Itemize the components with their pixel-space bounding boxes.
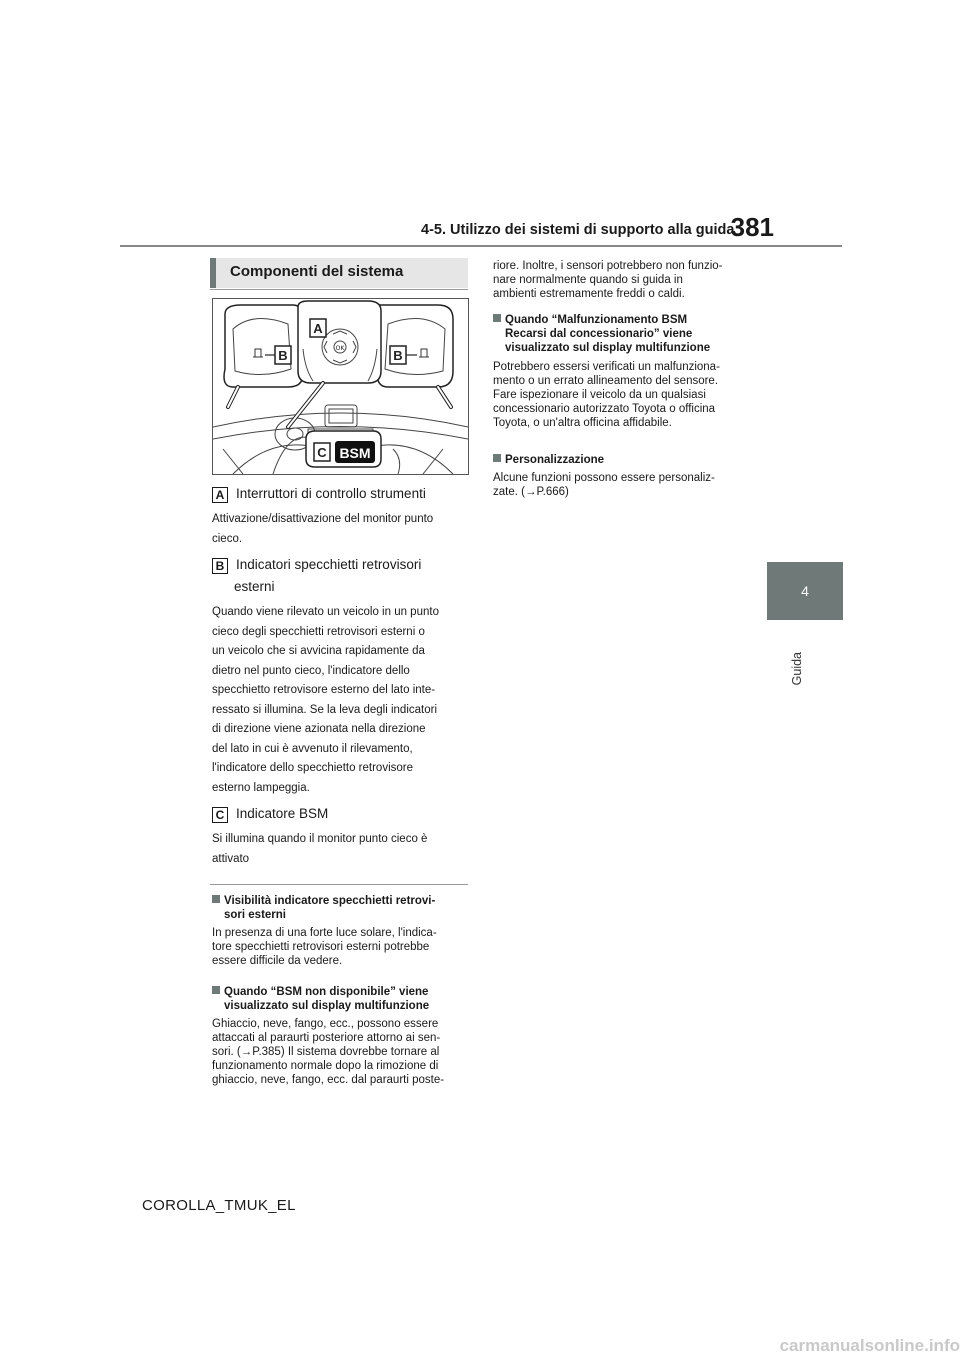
callout-b-right-text: B <box>393 348 403 363</box>
item-b-line: di direzione viene azionata nella direzione <box>212 723 426 735</box>
components-heading <box>210 258 468 288</box>
note-customization <box>493 453 755 499</box>
bsm-indicator-text: BSM <box>339 445 371 461</box>
note-body-line: sori. (→P.385) Il sistema dovrebbe tornare al <box>212 1046 440 1058</box>
note-head-line: Visibilità indicatore specchietti retrovi- <box>224 895 436 907</box>
note-body-line: zate. (→P.666) <box>493 486 569 498</box>
note-customization-head <box>493 453 755 467</box>
note-visibility-body <box>212 926 470 968</box>
note-visibility <box>212 894 470 968</box>
note-body-line: attaccati al paraurti posteriore attorno ai sen- <box>212 1032 441 1044</box>
item-b-line: del lato in cui è avvenuto il rilevamento, <box>212 742 413 755</box>
continuation-text <box>493 259 755 301</box>
item-b-line: specchietto retrovisore esterno del lato inte- <box>212 684 436 696</box>
note-visibility-head <box>212 894 470 922</box>
bullet-square-icon <box>212 895 220 903</box>
note-head-line: Recarsi dal concessionario” viene <box>505 328 693 340</box>
note-body-line: riore. Inoltre, i sensori potrebbero non funzio- <box>493 260 723 272</box>
item-b-line: cieco degli specchietti retrovisori esterni o <box>212 625 425 638</box>
note-head-line: Quando “BSM non disponibile” viene <box>224 986 429 998</box>
item-b-line: un veicolo che si avvicina rapidamente da <box>212 645 425 657</box>
note-body-line: nare normalmente quando si guida in <box>493 274 683 286</box>
note-malfunction-head <box>493 313 755 355</box>
bsm-indicator <box>335 441 375 463</box>
item-c-title-row <box>212 806 328 823</box>
label-box-a: A <box>212 487 228 503</box>
page-number: 381 <box>730 212 774 242</box>
note-body-line: Toyota, o un'altra officina affidabile. <box>493 417 672 429</box>
watermark: carmanualsonline.info <box>779 1336 960 1355</box>
note-malfunction-body <box>493 360 755 430</box>
item-c-line: attivato <box>212 852 250 865</box>
dashboard-illustration <box>213 299 468 474</box>
item-c-description <box>212 830 472 869</box>
note-body-line: ghiaccio, neve, fango, ecc. dal paraurti poste- <box>212 1074 445 1086</box>
note-body-line: tore specchietti retrovisori esterni potrebbe <box>212 941 430 953</box>
chapter-label: Guida <box>790 652 804 686</box>
note-malfunction <box>493 313 755 430</box>
heading-underline <box>210 289 468 290</box>
item-a-line: Attivazione/disattivazione del monitor punto <box>212 513 434 525</box>
note-body-line: essere difficile da vedere. <box>212 955 343 967</box>
note-body-line: Fare ispezionare il veicolo da un qualsiasi <box>493 389 706 401</box>
note-head-line: sori esterni <box>224 909 286 921</box>
note-body-line: In presenza di una forte luce solare, l'indica- <box>212 927 437 939</box>
item-b-title: Indicatori specchietti retrovisori <box>236 557 422 572</box>
note-bsm-unavailable-body <box>212 1017 470 1087</box>
note-body-line: concessionario autorizzato Toyota o officina <box>493 403 716 415</box>
callout-c-text: C <box>317 445 327 460</box>
bullet-square-icon <box>493 454 501 462</box>
bullet-square-icon <box>493 314 501 322</box>
note-body-line: mento o un errato allineamento del sensore. <box>493 375 719 387</box>
callout-b-left-text: B <box>278 348 288 363</box>
note-bsm-unavailable <box>212 985 470 1087</box>
components-heading-text: Componenti del sistema <box>230 263 404 280</box>
callout-a <box>310 319 326 337</box>
item-b-line: Quando viene rilevato un veicolo in un punto <box>212 606 439 618</box>
document-code: COROLLA_TMUK_EL <box>142 1197 296 1214</box>
note-customization-body <box>493 471 755 499</box>
item-b-line: ressato si illumina. Se la leva degli indicatori <box>212 703 437 716</box>
item-a-title: Interruttori di controllo strumenti <box>236 486 426 501</box>
item-b-line: esterno lampeggia. <box>212 781 310 794</box>
note-body-line: Potrebbero essersi verificati un malfunziona- <box>493 361 720 373</box>
label-box-c: C <box>212 807 228 823</box>
note-head-line: visualizzato sul display multifunzione <box>505 342 711 354</box>
item-c-title: Indicatore BSM <box>236 806 329 821</box>
item-c-line: Si illumina quando il monitor punto cieco è <box>212 833 428 845</box>
item-b-line: l'indicatore dello specchietto retrovisore <box>212 762 413 774</box>
right-continuation <box>493 259 755 301</box>
label-box-b: B <box>212 558 228 574</box>
dashboard-figure <box>212 298 469 475</box>
callout-c <box>314 443 330 461</box>
note-body-line: Alcune funzioni possono essere personaliz- <box>493 472 715 484</box>
item-b-line: dietro nel punto cieco, l'indicatore dello <box>212 664 410 677</box>
item-b-title-line2: esterni <box>234 579 275 594</box>
note-body-line: ambienti estremamente freddi o caldi. <box>493 288 685 300</box>
note-head-line: Personalizzazione <box>505 454 605 466</box>
item-a-description <box>212 510 472 549</box>
note-bsm-unavailable-head <box>212 985 470 1013</box>
note-body-line: Ghiaccio, neve, fango, ecc., possono essere <box>212 1018 439 1030</box>
note-head-line: visualizzato sul display multifunzione <box>224 1000 430 1012</box>
item-a-title-row <box>212 486 426 503</box>
header-rule <box>120 245 842 247</box>
callout-a-text: A <box>313 321 323 336</box>
item-a-line: cieco. <box>212 532 243 545</box>
ok-label: OK <box>335 345 345 352</box>
item-b-title-row <box>212 557 421 574</box>
section-title: 4-5. Utilizzo dei sistemi di supporto alla guida <box>421 222 735 238</box>
chapter-tab: 4 <box>767 562 843 620</box>
item-b-description <box>212 603 472 798</box>
notes-separator <box>210 884 468 885</box>
note-head-line: Quando “Malfunzionamento BSM <box>505 314 688 326</box>
bullet-square-icon <box>212 986 220 994</box>
note-body-line: funzionamento normale dopo la rimozione di <box>212 1060 439 1072</box>
